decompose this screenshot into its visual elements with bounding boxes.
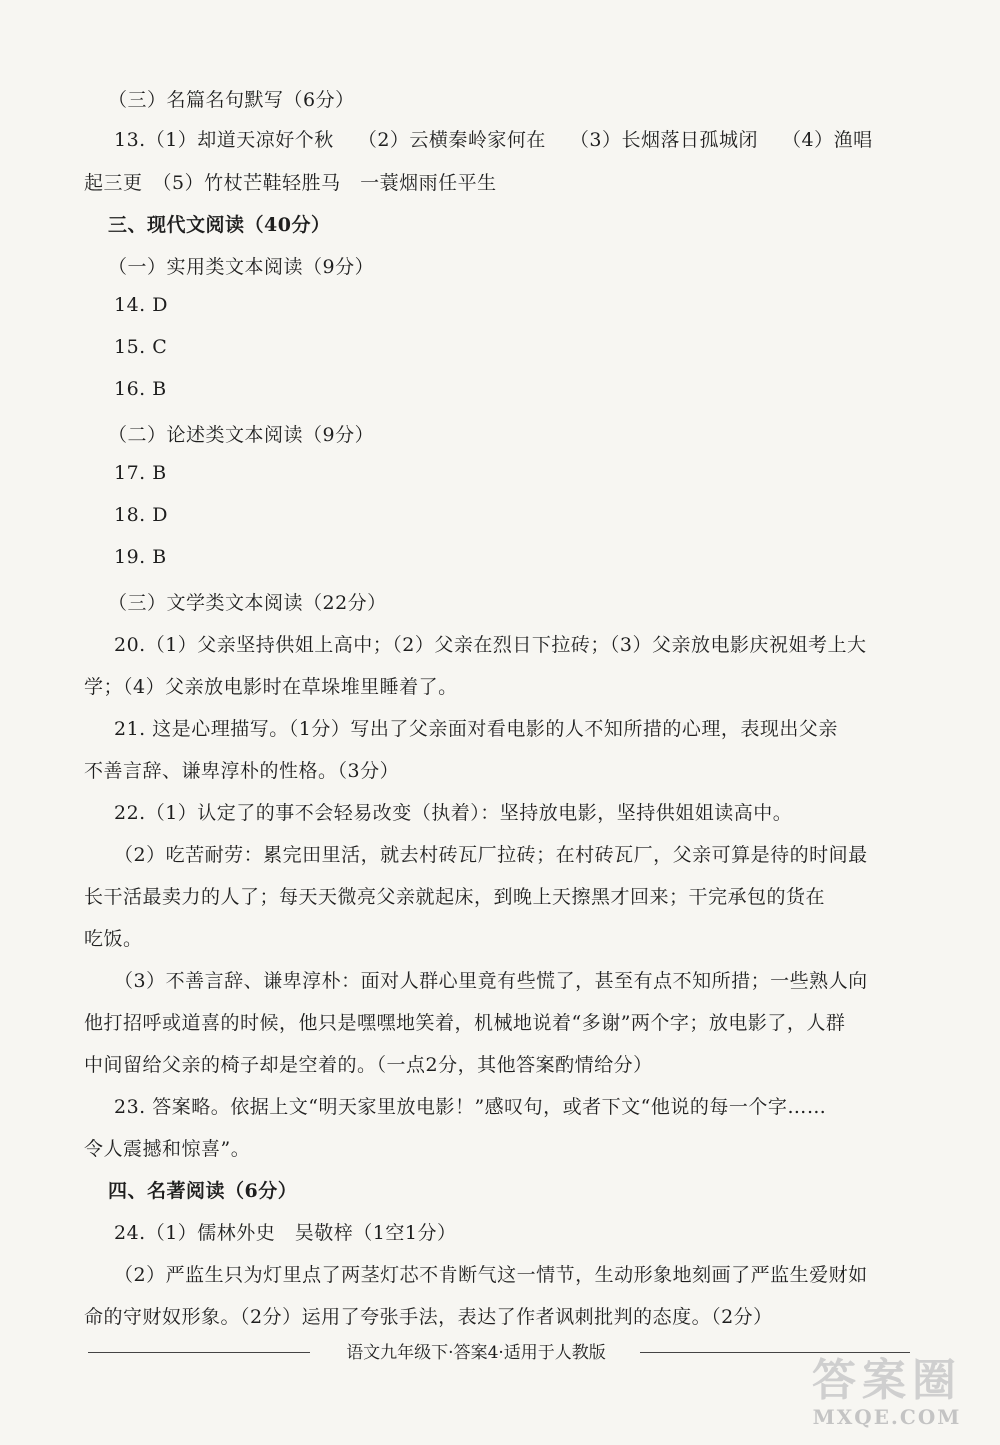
answer-13-part-1: 13.（1）却道天凉好个秋 [114,129,334,151]
footer-divider-left [88,1352,310,1353]
answer-22-line-4: 吃饭。 [84,928,143,950]
answer-16: 16. B [114,378,167,400]
answer-13-line-2: 起三更 （5）竹杖芒鞋轻胜马 一蓑烟雨任平生 [84,172,497,194]
answer-17: 17. B [114,462,167,484]
answer-23-line-1: 23. 答案略。依据上文“明天家里放电影！”感叹句，或者下文“他说的每一个字…… [114,1096,827,1118]
answer-22-line-7: 中间留给父亲的椅子却是空着的。（一点2分，其他答案酌情给分） [84,1054,653,1076]
answer-20-line-2: 学；（4）父亲放电影时在草垛堆里睡着了。 [84,676,458,698]
answer-22-line-5: （3）不善言辞、谦卑淳朴：面对人群心里竟有些慌了，甚至有点不知所措；一些熟人向 [114,970,868,992]
footer-divider-right [640,1352,910,1353]
subsection-argumentative-text: （二）论述类文本阅读（9分） [108,424,375,446]
answer-13-part-4: （4）渔唱 [782,129,873,151]
answer-23-line-2: 令人震撼和惊喜”。 [84,1138,251,1160]
answer-13-part-2: （2）云横秦岭家何在 [357,129,546,151]
subsection-literary-text: （三）文学类文本阅读（22分） [108,592,387,614]
answer-19: 19. B [114,546,167,568]
answer-13-line-1 [114,125,873,152]
answer-24-line-3: 命的守财奴形象。（2分）运用了夸张手法，表达了作者讽刺批判的态度。（2分） [84,1306,773,1328]
answer-20-line-1: 20.（1）父亲坚持供姐上高中；（2）父亲在烈日下拉砖；（3）父亲放电影庆祝姐考上大 [114,634,867,656]
watermark-url: MXQE.COM [812,1405,962,1429]
answer-22-line-3: 长干活最卖力的人了；每天天微亮父亲就起床，到晚上天擦黑才回来；干完承包的货在 [84,886,826,908]
answer-24-line-1: 24.（1）儒林外史 吴敬梓（1空1分） [114,1222,457,1244]
answer-14: 14. D [114,294,168,316]
section-heading-modern-reading: 三、现代文阅读（40分） [108,214,331,236]
answer-15: 15. C [114,336,168,358]
answer-21-line-1: 21. 这是心理描写。（1分）写出了父亲面对看电影的人不知所措的心理，表现出父亲 [114,718,838,740]
site-watermark [792,1357,982,1437]
subsection-practical-text: （一）实用类文本阅读（9分） [108,256,375,278]
answer-18: 18. D [114,504,168,526]
answer-24-line-2: （2）严监生只为灯里点了两茎灯芯不肯断气这一情节，生动形象地刻画了严监生爱财如 [114,1264,868,1286]
watermark-logo-text: 答案圈 [812,1355,962,1406]
answer-22-line-1: 22.（1）认定了的事不会轻易改变（执着）：坚持放电影，坚持供姐姐读高中。 [114,802,793,824]
answer-22-line-6: 他打招呼或道喜的时候，他只是嘿嘿地笑着，机械地说着“多谢”两个字；放电影了，人群 [84,1012,846,1034]
footer-label: 语文九年级下·答案4·适用于人教版 [346,1343,606,1363]
answer-13-part-3: （3）长烟落日孤城闭 [569,129,758,151]
section-heading-classics: 四、名著阅读（6分） [108,1180,298,1202]
answer-22-line-2: （2）吃苦耐劳：累完田里活，就去村砖瓦厂拉砖；在村砖瓦厂，父亲可算是待的时间最 [114,844,868,866]
section-heading-famous-quotes: （三）名篇名句默写（6分） [108,89,355,111]
answer-21-line-2: 不善言辞、谦卑淳朴的性格。（3分） [84,760,400,782]
